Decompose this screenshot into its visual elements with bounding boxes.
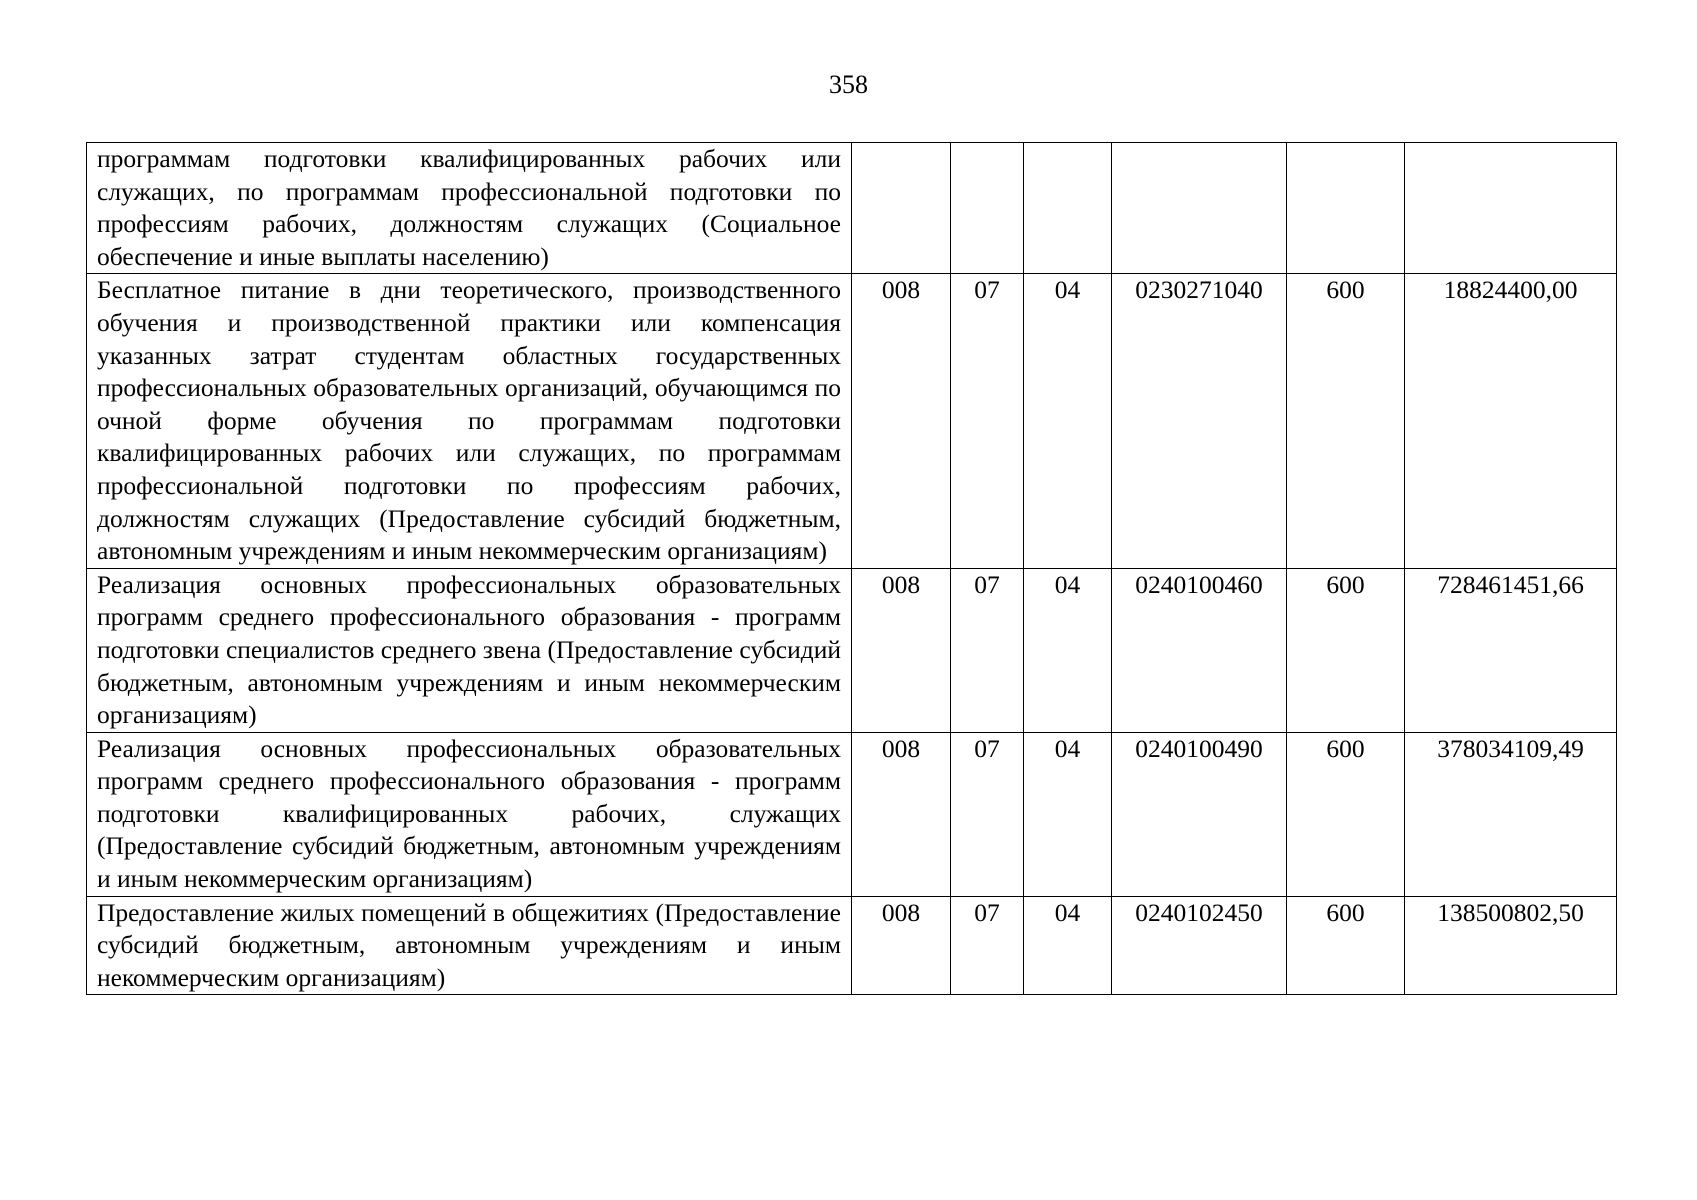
subsection-code-cell: 04 bbox=[1024, 568, 1112, 732]
section-code-cell bbox=[951, 143, 1024, 274]
grbs-code-cell: 008 bbox=[852, 274, 951, 568]
budget-table bbox=[86, 142, 1617, 995]
description-cell: Реализация основных профессиональных образовательных программ среднего профессионального образования - программ подготовки квалифицированных рабочих, служащих (Предоставление субсидий бюджетным, автономным учреждениям и иным некоммерческим организациям) bbox=[87, 732, 852, 896]
description-cell: Бесплатное питание в дни теоретического, производственного обучения и производственной практики или компенсация указанных затрат студентам областных государственных профессиональных образовательных организаций, обучающимся по очной форме обучения по программам подготовки квалифицированных рабочих или служащих, по программам профессиональной подготовки по профессиям рабочих, должностям служащих (Предоставление субсидий бюджетным, автономным учреждениям и иным некоммерческим организациям) bbox=[87, 274, 852, 568]
subsection-code-cell bbox=[1024, 143, 1112, 274]
amount-cell bbox=[1405, 143, 1617, 274]
subsection-code-cell: 04 bbox=[1024, 896, 1112, 995]
amount-cell: 728461451,66 bbox=[1405, 568, 1617, 732]
amount-cell: 138500802,50 bbox=[1405, 896, 1617, 995]
amount-cell: 378034109,49 bbox=[1405, 732, 1617, 896]
amount-cell: 18824400,00 bbox=[1405, 274, 1617, 568]
grbs-code-cell: 008 bbox=[852, 732, 951, 896]
section-code-cell: 07 bbox=[951, 896, 1024, 995]
table-body bbox=[87, 143, 1617, 995]
expense-type-cell: 600 bbox=[1287, 732, 1405, 896]
expense-type-cell: 600 bbox=[1287, 896, 1405, 995]
table-row bbox=[87, 143, 1617, 274]
expense-type-cell: 600 bbox=[1287, 568, 1405, 732]
expense-type-cell bbox=[1287, 143, 1405, 274]
target-article-cell: 0240102450 bbox=[1112, 896, 1287, 995]
section-code-cell: 07 bbox=[951, 274, 1024, 568]
target-article-cell: 0240100490 bbox=[1112, 732, 1287, 896]
page-number: 358 bbox=[829, 70, 868, 99]
table-row bbox=[87, 732, 1617, 896]
expense-type-cell: 600 bbox=[1287, 274, 1405, 568]
target-article-cell: 0240100460 bbox=[1112, 568, 1287, 732]
grbs-code-cell: 008 bbox=[852, 896, 951, 995]
grbs-code-cell: 008 bbox=[852, 568, 951, 732]
target-article-cell: 0230271040 bbox=[1112, 274, 1287, 568]
section-code-cell: 07 bbox=[951, 732, 1024, 896]
description-cell: программам подготовки квалифицированных рабочих или служащих, по программам профессиональной подготовки по профессиям рабочих, должностям служащих (Социальное обеспечение и иные выплаты населению) bbox=[87, 143, 852, 274]
table-row bbox=[87, 274, 1617, 568]
section-code-cell: 07 bbox=[951, 568, 1024, 732]
table-row bbox=[87, 568, 1617, 732]
description-cell: Предоставление жилых помещений в общежитиях (Предоставление субсидий бюджетным, автономным учреждениям и иным некоммерческим организациям) bbox=[87, 896, 852, 995]
subsection-code-cell: 04 bbox=[1024, 732, 1112, 896]
subsection-code-cell: 04 bbox=[1024, 274, 1112, 568]
grbs-code-cell bbox=[852, 143, 951, 274]
target-article-cell bbox=[1112, 143, 1287, 274]
table-row bbox=[87, 896, 1617, 995]
description-cell: Реализация основных профессиональных образовательных программ среднего профессионального образования - программ подготовки специалистов среднего звена (Предоставление субсидий бюджетным, автономным учреждениям и иным некоммерческим организациям) bbox=[87, 568, 852, 732]
